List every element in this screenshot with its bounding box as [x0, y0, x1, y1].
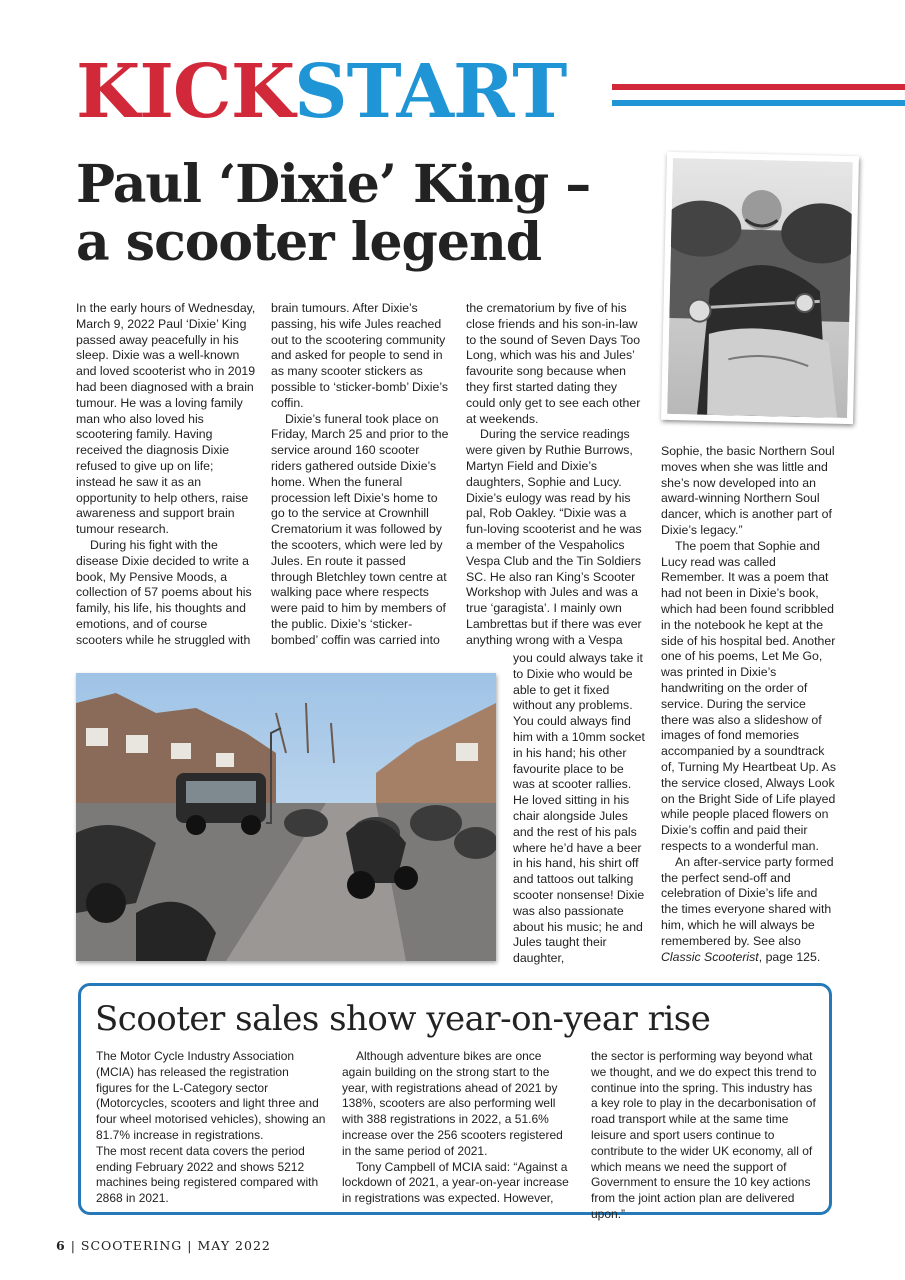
- article-column-3-top: [466, 301, 644, 649]
- paragraph: [661, 855, 837, 966]
- portrait-image: [667, 158, 853, 418]
- paragraph: In the early hours of Wednesday, March 9, 2022 Paul ‘Dixie’ King passed away peacefully in his sleep. Dixie was a well-known and loved scooterist who in 2019 had been diagnosed with a brain tumour. He was a loving family man who also loved his scootering family. Having received the diagnosis Dixie refused to give up on life; instead he saw it as an opportunity to help others, raise awareness and support brain tumour research.: [76, 301, 256, 537]
- headline-line-1: Paul ‘Dixie’ King –: [76, 154, 591, 215]
- paragraph: Sophie, the basic Northern Soul moves when she was little and she’s now developed into an award-winning Northern Soul dancer, which is another part of Dixie’s legacy.”: [661, 444, 835, 537]
- procession-photo: [76, 673, 496, 961]
- article-column-1: [76, 301, 256, 649]
- article-column-3-wrap: [513, 651, 648, 967]
- magazine-name: SCOOTERING: [80, 1238, 183, 1253]
- footer-separator: |: [187, 1238, 193, 1253]
- procession-image: [76, 673, 496, 961]
- paragraph: brain tumours. After Dixie’s passing, his wife Jules reached out to the scootering community and asked for people to send in as many scooter stickers as possible to ‘sticker-bomb’ Dixie’s coffin.: [271, 301, 449, 410]
- sidebar-column-2: [342, 1049, 574, 1207]
- magazine-reference: Classic Scooterist: [661, 949, 759, 964]
- page-footer: [56, 1238, 271, 1253]
- sidebar-column-3: [591, 1049, 821, 1223]
- portrait-photo: [661, 152, 859, 424]
- sidebar-title: Scooter sales show year-on-year rise: [95, 999, 711, 1039]
- paragraph: The Motor Cycle Industry Association (MCIA) has released the registration figures for the L-Category sector (Motorcycles, scooters and light three and four wheel motorised vehicles), showing an 81.7% increase in registrations.: [96, 1049, 326, 1142]
- article-headline: [76, 156, 676, 272]
- paragraph: Tony Campbell of MCIA said: “Against a lockdown of 2021, a year-on-year increase in registrations was expected. However,: [342, 1159, 569, 1206]
- paragraph: During the service readings were given by Ruthie Burrows, Martyn Field and Dixie’s daughters, Sophie and Lucy. Dixie’s eulogy was read by his pal, Rob Oakley. “Dixie was a fun-loving scooterist and he was a member of the Vespaholics Vespa Club and the Tin Soldiers SC. He also ran King’s Scooter Workshop with Jules and was a true ‘garagista’. I mainly own Lambrettas but if there was ever anything wrong with a Vespa: [466, 427, 642, 647]
- page-number: 6: [56, 1238, 66, 1253]
- text-run: , page 125.: [758, 949, 821, 964]
- sidebar-column-1: [96, 1049, 328, 1207]
- paragraph: Dixie’s funeral took place on Friday, March 25 and prior to the service around 160 scooter riders gathered outside Dixie’s home. When the funeral procession left Dixie’s home to go to the service at Crownhill Crematorium it was followed by the scooters, which were led by Jules. En route it passed through Bletchley town centre at walking pace where respects were paid to him by members of the public. Dixie’s ‘sticker-bombed’ coffin was carried into: [271, 411, 449, 647]
- masthead-kick: KICK: [76, 49, 295, 135]
- paragraph: During his fight with the disease Dixie decided to write a book, My Pensive Moods, a collection of 57 poems about his family, his life, his thoughts and emotions, and of course scooters while he struggled with: [76, 537, 252, 647]
- paragraph: The poem that Sophie and Lucy read was called Remember. It was a poem that had not been in Dixie’s book, which had been found scribbled in the notebook he kept at the side of his hospital bed. Another one of his poems, Let Me Go, was printed in Dixie’s handwriting on the order of service. During the service there was also a slideshow of images of fond memories accompanied by a soundtrack of, Turning My Heartbeat Up. As the service closed, Always Look on the Bright Side of Life played while people placed flowers on Dixie’s coffin and paid their respects to a wonderful man.: [661, 538, 836, 853]
- article-column-4: [661, 444, 837, 965]
- article-column-2: [271, 301, 449, 649]
- headline-line-2: a scooter legend: [76, 212, 542, 273]
- paragraph: you could always take it to Dixie who would be able to get it fixed without any problems. You could always find him with a 10mm socket in his hand; his other favourite place to be was at scooter rallies. He loved sitting in his chair alongside Jules and the rest of his pals where he’d have a beer in his hand, his shirt off and tattoos out talking scooter nonsense! Dixie was also passionate about his music; he and Jules taught their daughter,: [513, 651, 645, 966]
- issue-date: MAY 2022: [197, 1238, 271, 1253]
- masthead-logo: [76, 49, 567, 135]
- footer-separator: |: [70, 1238, 76, 1253]
- masthead-rule-blue: [612, 100, 905, 106]
- paragraph: the crematorium by five of his close friends and his son-in-law to the sound of Seven Days Too Long, which was his and Jules’ favourite song because when they first started dating they could only get to see each other at weekends.: [466, 301, 641, 426]
- masthead-rule-red: [612, 84, 905, 90]
- paragraph: Although adventure bikes are once again building on the strong start to the year, with registrations ahead of 2021 by 138%, scooters are also performing well with 388 registrations in 2022, a 51.6% increase over the 256 scooters registered in the same period of 2021.: [342, 1049, 563, 1158]
- paragraph: the sector is performing way beyond what we thought, and we do expect this trend to continue into the spring. This industry has a key role to play in the decarbonisation of road transport while at the same time leisure and sport users continue to contribute to the wider UK economy, all of which means we need the support of Government to ensure the 10 key actions from the joint action plan are delivered upon.”: [591, 1049, 817, 1221]
- paragraph: The most recent data covers the period ending February 2022 and shows 5212 machines being registered compared with 2868 in 2021.: [96, 1143, 319, 1206]
- masthead-start: START: [294, 49, 567, 135]
- text-run: An after-service party formed the perfect send-off and celebration of Dixie’s life and the times everyone shared with him, which he will always be remembered by. See also: [661, 854, 834, 948]
